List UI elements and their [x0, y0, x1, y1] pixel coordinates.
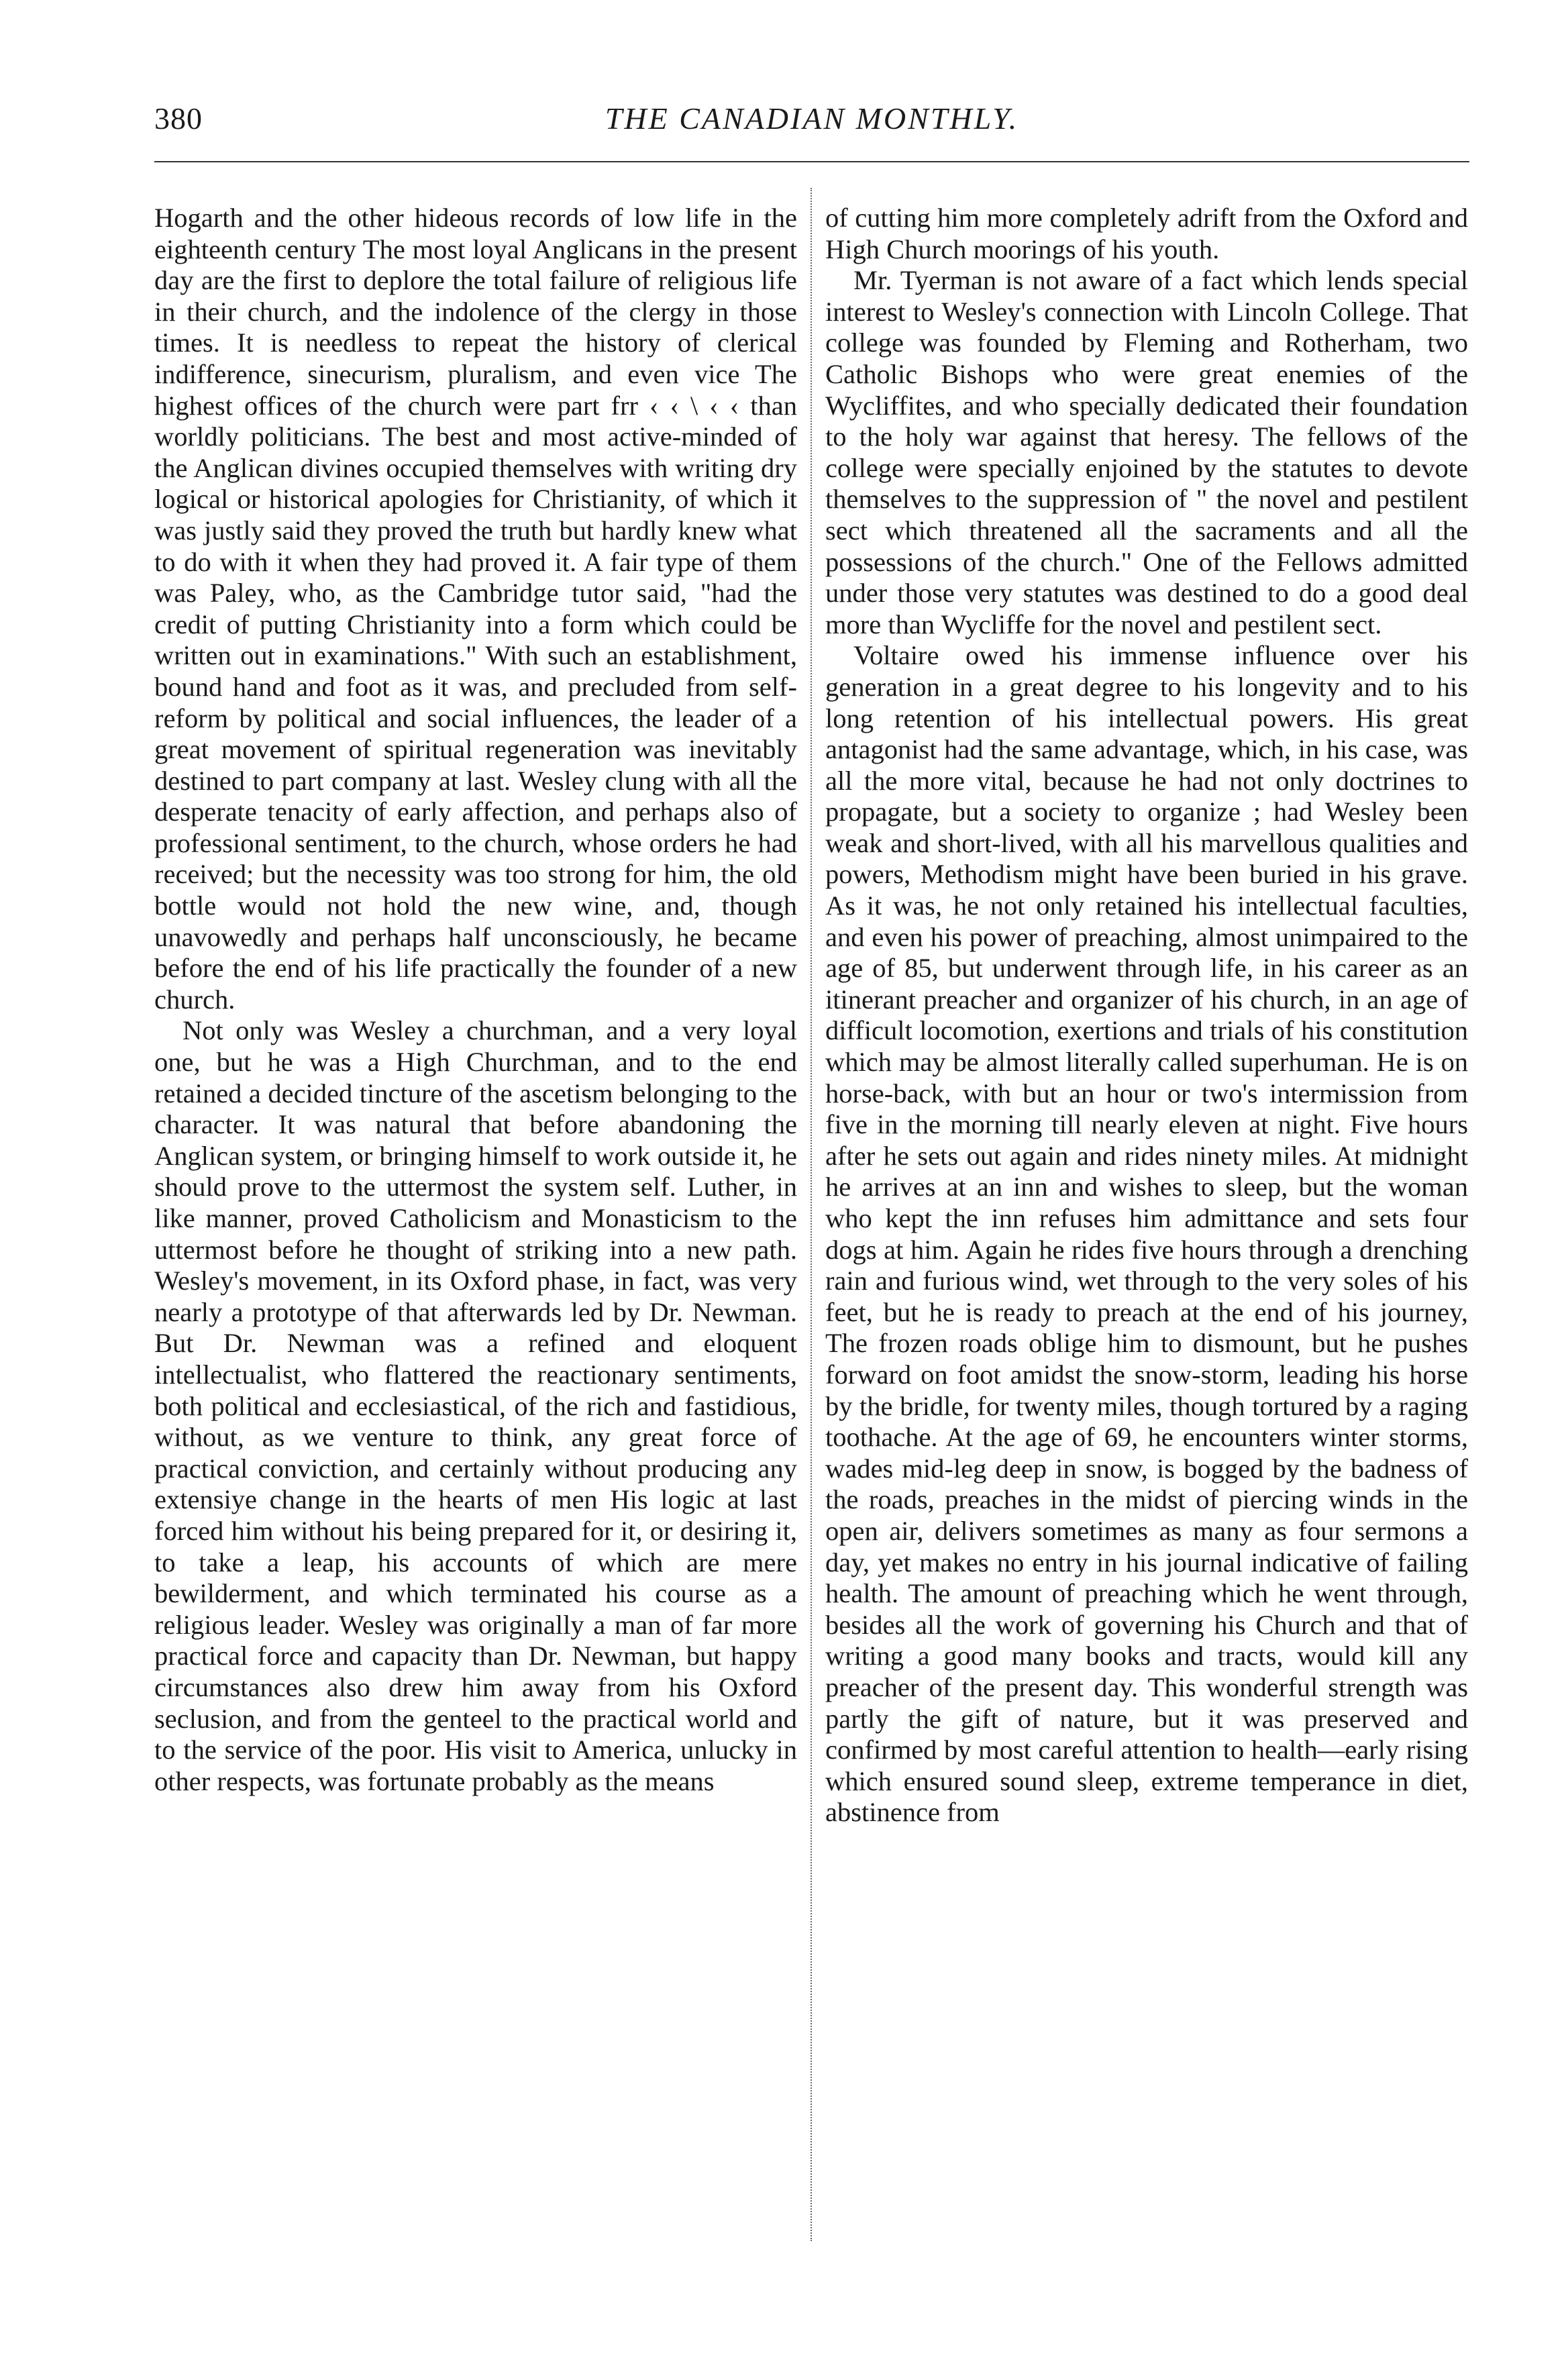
column-divider	[811, 188, 812, 2241]
page-number: 380	[154, 101, 203, 136]
paragraph: Mr. Tyerman is not aware of a fact which lends special interest to Wesley's connection with Lincoln College. That college was founded by Fleming and Rotherham, two Catholic Bishops who were great enemies of the Wycliffites, and who specially dedicated their foundation to the holy war against that heresy. The fellows of the college were specially enjoined by the statutes to devote themselves to the suppression of " the novel and pestilent sect which threatened all the sacraments and all the possessions of the church." One of the Fellows admitted under those very statutes was destined to do a good deal more than Wycliffe for the novel and pestilent sect.	[825, 265, 1468, 639]
paragraph: Hogarth and the other hideous records of low life in the eighteenth century The most loyal Anglicans in the present day are the first to deplore the total failure of religious life in their church, and the indolence of the clergy in those times. It is needless to repeat the history of clerical indifference, sinecurism, pluralism, and even vice The highest offices of the church were part frr ‹ ‹ \ ‹ ‹ than worldly politicians. The best and most active-minded of the Anglican divines occupied themselves with writing dry logical or historical apologies for Christianity, of which it was justly said they proved the truth but hardly knew what to do with it when they had proved it. A fair type of them was Paley, who, as the Cambridge tutor said, "had the credit of putting Christianity into a form which could be written out in examinations." With such an establishment, bound hand and foot as it was, and precluded from self-reform by political and social influences, the leader of a great movement of spiritual regeneration was inevitably destined to part company at last. Wesley clung with all the desperate tenacity of early affection, and perhaps also of professional sentiment, to the church, whose orders he had received; but the necessity was too strong for him, the old bottle would not hold the new wine, and, though unavowedly and perhaps half unconsciously, he became before the end of his life practically the founder of a new church.	[154, 203, 797, 1015]
page-header	[154, 101, 1469, 148]
paragraph: Voltaire owed his immense influence over his generation in a great degree to his longevity and to his long retention of his intellectual powers. His great antagonist had the same advantage, which, in his case, was all the more vital, because he had not only doctrines to propagate, but a society to organize ; had Wesley been weak and short-lived, with all his marvellous qualities and powers, Methodism might have been buried in his grave. As it was, he not only retained his intellectual faculties, and even his power of preaching, almost unimpaired to the age of 85, but underwent through life, in his career as an itinerant preacher and organizer of his church, in an age of difficult locomotion, exertions and trials of his constitution which may be almost literally called superhuman. He is on horse-back, with but an hour or two's intermission from five in the morning till nearly eleven at night. Five hours after he sets out again and rides ninety miles. At midnight he arrives at an inn and wishes to sleep, but the woman who kept the inn refuses him admittance and sets four dogs at him. Again he rides five hours through a drenching rain and furious wind, wet through to the very soles of his feet, but he is ready to preach at the end of his journey, The frozen roads oblige him to dismount, but he pushes forward on foot amidst the snow-storm, leading his horse by the bridle, for twenty miles, though tortured by a raging toothache. At the age of 69, he encounters winter storms, wades mid-leg deep in snow, is bogged by the badness of the roads, preaches in the midst of piercing winds in the open air, delivers sometimes as many as four sermons a day, yet makes no entry in his journal indicative of failing health. The amount of preaching which he went through, besides all the work of governing his Church and that of writing a good many books and tracts, would kill any preacher of the present day. This wonderful strength was partly the gift of nature, but it was preserved and confirmed by most careful attention to health—early rising which ensured sound sleep, extreme temperance in diet, abstinence from	[825, 640, 1468, 1828]
paragraph: Not only was Wesley a churchman, and a very loyal one, but he was a High Churchman, and to the end retained a decided tincture of the ascetism belonging to the character. It was natural that before abandoning the Anglican system, or bringing himself to work outside it, he should prove to the uttermost the system self. Luther, in like manner, proved Catholicism and Monasticism to the uttermost before he thought of striking into a new path. Wesley's movement, in its Oxford phase, in fact, was very nearly a prototype of that afterwards led by Dr. Newman. But Dr. Newman was a refined and eloquent intellectualist, who flattered the reactionary sentiments, both political and ecclesiastical, of the rich and fastidious, without, as we venture to think, any great force of practical conviction, and certainly without producing any extensiye change in the hearts of men His logic at last forced him without his being prepared for it, or desiring it, to take a leap, his accounts of which are mere bewilderment, and which terminated his course as a religious leader. Wesley was originally a man of far more practical force and capacity than Dr. Newman, but happy circumstances also drew him away from his Oxford seclusion, and from the genteel to the practical world and to the service of the poor. His visit to America, unlucky in other respects, was fortunate probably as the means	[154, 1015, 797, 1796]
left-column	[154, 203, 797, 2236]
header-rule	[154, 161, 1469, 162]
running-title: THE CANADIAN MONTHLY.	[605, 101, 1019, 136]
paragraph: of cutting him more completely adrift from the Oxford and High Church moorings of his youth.	[825, 203, 1468, 264]
right-column	[825, 203, 1468, 2236]
